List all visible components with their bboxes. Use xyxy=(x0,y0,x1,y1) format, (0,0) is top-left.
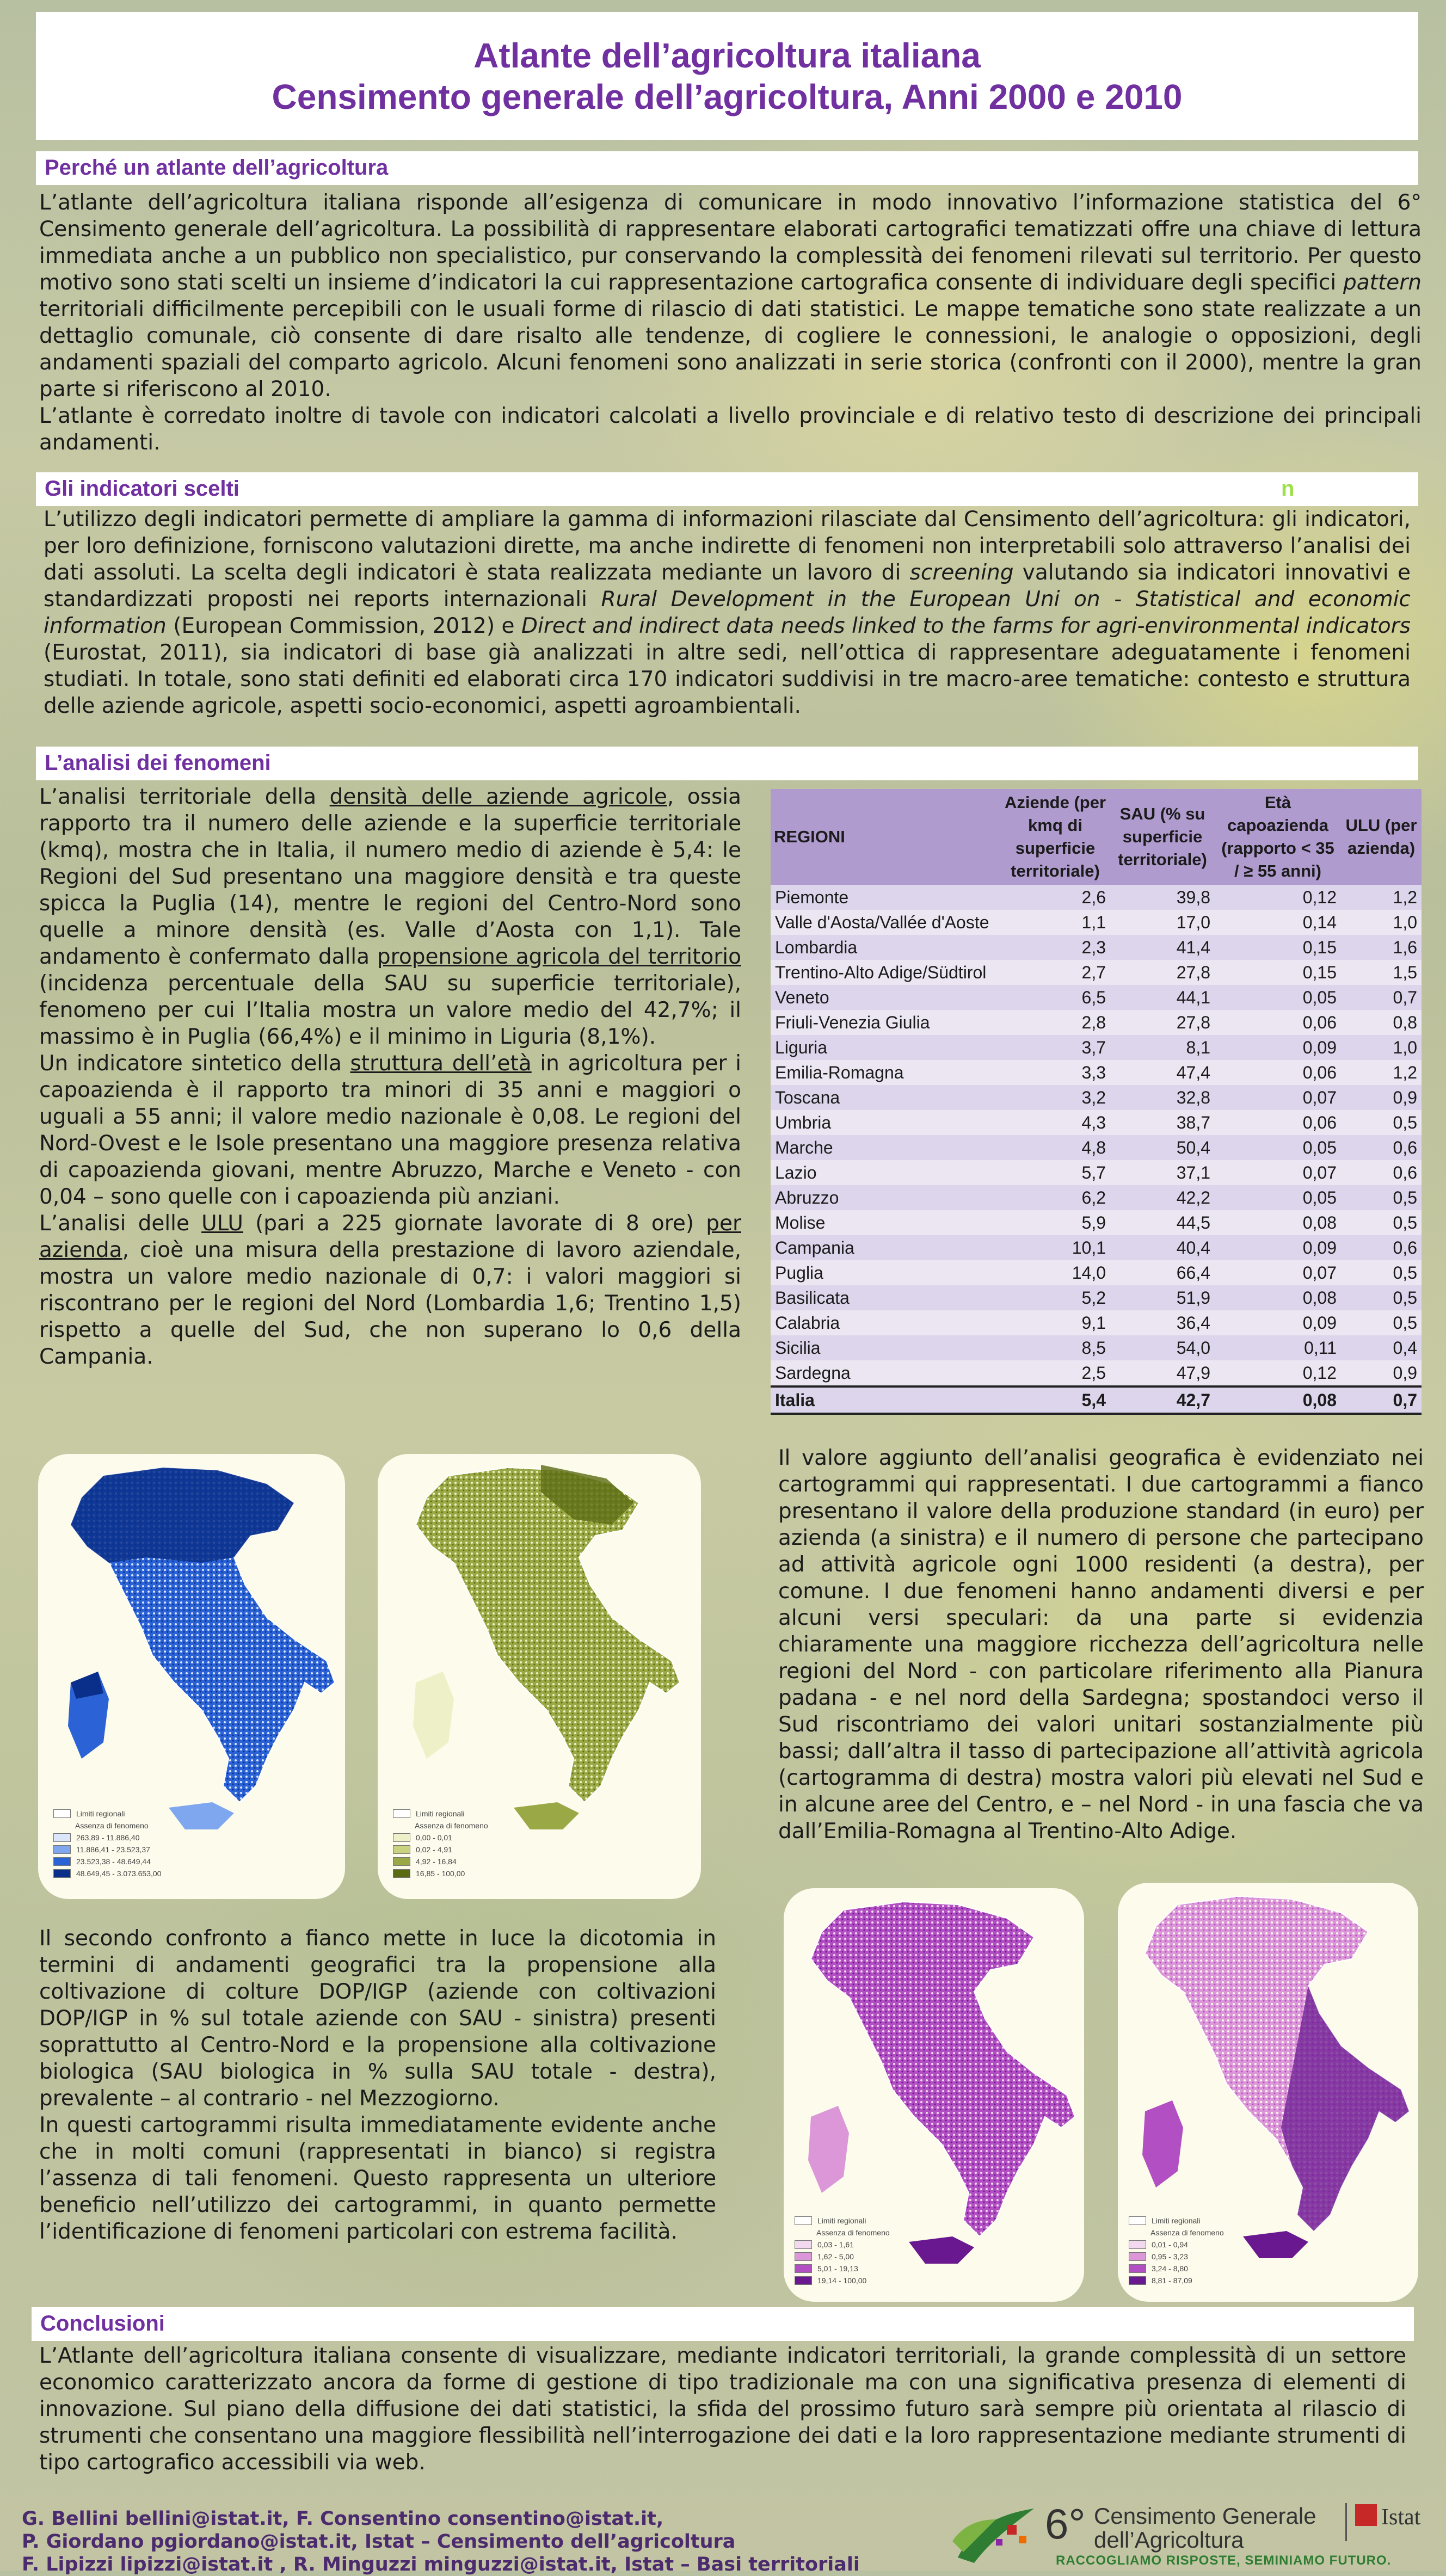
table-cell-value: 10,1 xyxy=(1000,1235,1110,1260)
table-cell-value: 8,5 xyxy=(1000,1335,1110,1360)
table-cell-value: 0,5 xyxy=(1341,1110,1422,1135)
table-cell-value: 37,1 xyxy=(1110,1160,1215,1185)
table-cell-region: Italia xyxy=(771,1386,1000,1414)
table-cell-value: 3,3 xyxy=(1000,1060,1110,1085)
table-cell-value: 2,8 xyxy=(1000,1010,1110,1035)
map2-legend: Limiti regionali Assenza di fenomeno 0,00 - 0,01 0,02 - 4,91 4,92 - 16,84 16,85 - 100,00 xyxy=(393,1808,488,1879)
leaf-logo-icon xyxy=(942,2492,1045,2568)
table-cell-value: 3,7 xyxy=(1000,1035,1110,1060)
table-cell-value: 42,2 xyxy=(1110,1185,1215,1210)
table-cell-value: 51,9 xyxy=(1110,1285,1215,1310)
table-header-ulu: ULU (per azienda) xyxy=(1341,789,1422,885)
table-cell-value: 0,14 xyxy=(1215,910,1341,935)
table-cell-region: Molise xyxy=(771,1210,1000,1235)
table-cell-value: 0,08 xyxy=(1215,1386,1341,1414)
map-card-1 xyxy=(38,1454,345,1899)
logo-number: 6° xyxy=(1045,2500,1086,2548)
analisi-paragraph-ulu: L’analisi delle ULU (pari a 225 giornate lavorate di 8 ore) per azienda, cioè una misura della prestazione di lavoro aziendale, mostra un valore medio nazionale di 0,7: i valori maggiori si riscontrano per le regioni del Nord (Lombardia 1,6; Trentino 1,5) rispetto a quelle del Sud, che non superano lo 0,6 della Campania. xyxy=(39,1211,741,1369)
table-cell-value: 0,08 xyxy=(1215,1285,1341,1310)
table-cell-value: 0,12 xyxy=(1215,885,1341,910)
table-cell-value: 47,9 xyxy=(1110,1360,1215,1386)
map-card-3 xyxy=(784,1888,1084,2302)
table-cell-value: 1,5 xyxy=(1341,960,1422,985)
table-cell-value: 0,5 xyxy=(1341,1285,1422,1310)
table-cell-value: 0,05 xyxy=(1215,1185,1341,1210)
table-cell-region: Toscana xyxy=(771,1085,1000,1110)
table-row xyxy=(771,1060,1422,1085)
table-row xyxy=(771,910,1422,935)
table-cell-value: 40,4 xyxy=(1110,1235,1215,1260)
footer-authors xyxy=(22,2507,860,2576)
table-row xyxy=(771,960,1422,985)
table-cell-value: 2,3 xyxy=(1000,935,1110,960)
table-cell-value: 5,9 xyxy=(1000,1210,1110,1235)
indicatori-paragraph: L’utilizzo degli indicatori permette di ampliare la gamma di informazioni rilasciate dal Censimento dell’agricoltura: gli indicatori, per loro definizione, forniscono valutazioni dirette, ma anche indirette di fenomeni non interpretabili solo attraverso l’analisi dei dati assoluti. La scelta degli indicatori è stata realizzata mediante un lavoro di screening valutando sia indicatori innovativi e standardizzati proposti nei reports internazionali Rural Development in the European Uni on - Statistical and economic information (European Commission, 2012) e Direct and indirect data needs linked to the farms for agri-environmental indicators (Eurostat, 2011), sia indicatori di base già analizzati in altre sedi, nell’ottica di rappresentare adeguatamente i fenomeni studiati. In totale, sono stati definiti ed elaborati circa 170 indicatori suddivisi in tre macro-aree tematiche: contesto e struttura delle aziende agricole, aspetti socio-economici, aspetti agroambientali. xyxy=(44,507,1411,718)
table-cell-value: 0,9 xyxy=(1341,1360,1422,1386)
table-cell-value: 27,8 xyxy=(1110,1010,1215,1035)
table-body xyxy=(771,885,1422,1414)
table-cell-value: 39,8 xyxy=(1110,885,1215,910)
table-cell-value: 44,1 xyxy=(1110,985,1215,1010)
perche-paragraph-2: L’atlante è corredato inoltre di tavole con indicatori calcolati a livello provinciale e di relativo testo di descrizione dei principali andamenti. xyxy=(39,404,1422,455)
table-cell-value: 4,3 xyxy=(1000,1110,1110,1135)
table-cell-value: 0,7 xyxy=(1341,1386,1422,1414)
table-cell-value: 14,0 xyxy=(1000,1260,1110,1285)
table-cell-value: 2,6 xyxy=(1000,885,1110,910)
table-row xyxy=(771,1210,1422,1235)
table-cell-value: 36,4 xyxy=(1110,1310,1215,1335)
table-cell-value: 66,4 xyxy=(1110,1260,1215,1285)
table-cell-region: Puglia xyxy=(771,1260,1000,1285)
table-cell-value: 0,09 xyxy=(1215,1035,1341,1060)
table-header-aziende: Aziende (per kmq di superficie territoriale) xyxy=(1000,789,1110,885)
table-cell-value: 0,05 xyxy=(1215,1135,1341,1160)
analisi-left-text-2 xyxy=(39,1925,716,2245)
table-cell-value: 0,5 xyxy=(1341,1310,1422,1335)
table-cell-region: Piemonte xyxy=(771,885,1000,910)
table-cell-value: 5,2 xyxy=(1000,1285,1110,1310)
table-cell-value: 0,06 xyxy=(1215,1060,1341,1085)
table-cell-value: 0,07 xyxy=(1215,1160,1341,1185)
table-header-regioni: REGIONI xyxy=(771,789,1000,885)
section-heading-analisi: L’analisi dei fenomeni xyxy=(36,747,1418,780)
table-row xyxy=(771,1260,1422,1285)
table-cell-region: Liguria xyxy=(771,1035,1000,1060)
table-cell-value: 1,0 xyxy=(1341,910,1422,935)
map1-legend: Limiti regionali Assenza di fenomeno 263,89 - 11.886,40 11.886,41 - 23.523,37 23.523,38 - 48.649,44 48.649,45 - 3.073.653,00 xyxy=(53,1808,161,1879)
table-cell-value: 0,9 xyxy=(1341,1085,1422,1110)
table-cell-value: 0,07 xyxy=(1215,1260,1341,1285)
table-cell-value: 0,8 xyxy=(1341,1010,1422,1035)
table-cell-value: 4,8 xyxy=(1000,1135,1110,1160)
indicatori-stray-letter: n xyxy=(1281,477,1295,501)
table-header-sau: SAU (% su superficie territoriale) xyxy=(1110,789,1215,885)
table-cell-value: 0,05 xyxy=(1215,985,1341,1010)
table-cell-value: 0,4 xyxy=(1341,1335,1422,1360)
perche-paragraph-1: L’atlante dell’agricoltura italiana risponde all’esigenza di comunicare in modo innovativo l’informazione statistica del 6° Censimento generale dell’agricoltura. La possibilità di rappresentare elaborati cartografici tematizzati offre una chiave di lettura immediata anche a un pubblico non specialistico, pur conservando la complessità dei fenomeni rilevati sul territorio. Per questo motivo sono stati scelti un insieme d’indicatori la cui rappresentazione cartografica consente di individuare degli specifici pattern territoriali difficilmente percepibili con le usuali forme di rilascio di dati statistici. Le mappe tematiche sono state realizzate a un dettaglio comunale, ciò consente di dare risalto alle tendenze, di cogliere le connessioni, le analogie o opposizioni, degli andamenti spaziali del comparto agricolo. Alcuni fenomeni sono analizzati in serie storica (confronti con il 2000), mentre la gran parte si riferiscono al 2010. xyxy=(39,190,1422,402)
table-row-total xyxy=(771,1386,1422,1414)
analisi-paragraph-cartogrammi: Il valore aggiunto dell’analisi geografica è evidenziato nei cartogrammi qui rappresentati. I due cartogrammi a fianco presentano il valore della produzione standard (in euro) per azienda (a sinistra) e il numero di persone che partecipano ad attività agricole ogni 1000 residenti (a destra), per comune. I due fenomeni hanno andamenti diversi e per alcuni versi speculari: da una parte si evidenzia chiaramente una maggiore ricchezza dell’agricoltura nelle regioni del Nord - con particolare riferimento alla Pianura padana - e nel nord della Sardegna; spostandoci verso il Sud riscontriamo dei valori unitari sostanzialmente più bassi; dall’altra il tasso di partecipazione all’attività agricola (cartogramma di destra) mostra valori più elevati nel Sud e in alcune aree del Centro, e – nel Nord - in una fascia che va dall’Emilia-Romagna al Trentino-Alto Adige. xyxy=(778,1446,1424,1844)
section-indicatori-body xyxy=(44,506,1411,745)
table-cell-value: 41,4 xyxy=(1110,935,1215,960)
table-cell-region: Sardegna xyxy=(771,1360,1000,1386)
map-card-4 xyxy=(1118,1883,1418,2302)
table-cell-value: 0,08 xyxy=(1215,1210,1341,1235)
map-card-2 xyxy=(378,1454,701,1899)
logo-divider xyxy=(1345,2503,1347,2541)
table-cell-value: 6,5 xyxy=(1000,985,1110,1010)
table-cell-value: 3,2 xyxy=(1000,1085,1110,1110)
logo-line-2: dell’Agricoltura xyxy=(1094,2527,1244,2553)
table-row xyxy=(771,1360,1422,1386)
table-row xyxy=(771,935,1422,960)
table-row xyxy=(771,1010,1422,1035)
istat-mark-icon xyxy=(1355,2504,1377,2526)
table-cell-region: Campania xyxy=(771,1235,1000,1260)
authors-line-1: G. Bellini bellini@istat.it, F. Consentino consentino@istat.it, xyxy=(22,2508,664,2530)
table-cell-value: 44,5 xyxy=(1110,1210,1215,1235)
table-cell-value: 1,0 xyxy=(1341,1035,1422,1060)
table-row xyxy=(771,1135,1422,1160)
table-cell-value: 0,06 xyxy=(1215,1010,1341,1035)
table-cell-value: 47,4 xyxy=(1110,1060,1215,1085)
analisi-paragraph-densita: L’analisi territoriale della densità delle aziende agricole, ossia rapporto tra il numero delle aziende e la superficie territoriale (kmq), mostra che in Italia, il numero medio di aziende è 5,4: le Regioni del Sud presentano una maggiore densità e tra queste spicca la Puglia (14), mentre le regioni del Centro-Nord sono quelle a minore densità (es. Valle d’Aosta con 1,1). Tale andamento è confermato dalla propensione agricola del territorio (incidenza percentuale della SAU su superficie territoriale), fenomeno per cui l’Italia mostra un valore medio del 42,7%; il massimo è in Puglia (66,4%) e il minimo in Liguria (8,1%). xyxy=(39,785,741,1049)
table-cell-region: Lombardia xyxy=(771,935,1000,960)
table-cell-value: 9,1 xyxy=(1000,1310,1110,1335)
table-cell-region: Lazio xyxy=(771,1160,1000,1185)
table-cell-value: 0,09 xyxy=(1215,1235,1341,1260)
table-cell-value: 0,09 xyxy=(1215,1310,1341,1335)
section-heading-indicatori xyxy=(36,472,1418,506)
title-banner xyxy=(36,12,1418,140)
table-cell-region: Sicilia xyxy=(771,1335,1000,1360)
table-cell-region: Marche xyxy=(771,1135,1000,1160)
table-cell-value: 2,7 xyxy=(1000,960,1110,985)
istat-logo-text: Istat xyxy=(1381,2505,1421,2530)
table-cell-value: 0,11 xyxy=(1215,1335,1341,1360)
authors-line-3: F. Lipizzi lipizzi@istat.it , R. Minguzzi minguzzi@istat.it, Istat – Basi territoriali xyxy=(22,2554,860,2575)
table-cell-value: 0,15 xyxy=(1215,935,1341,960)
table-cell-region: Abruzzo xyxy=(771,1185,1000,1210)
map4-legend: Limiti regionali Assenza di fenomeno 0,01 - 0,94 0,95 - 3,23 3,24 - 8,80 8,81 - 87,09 xyxy=(1129,2215,1224,2287)
table-cell-value: 1,6 xyxy=(1341,935,1422,960)
table-cell-value: 2,5 xyxy=(1000,1360,1110,1386)
analisi-left-text xyxy=(39,784,741,1370)
table-cell-region: Valle d'Aosta/Vallée d'Aoste xyxy=(771,910,1000,935)
table-row xyxy=(771,1185,1422,1210)
section-heading-perche: Perché un atlante dell’agricoltura xyxy=(36,151,1418,185)
table-cell-region: Veneto xyxy=(771,985,1000,1010)
table-cell-value: 0,12 xyxy=(1215,1360,1341,1386)
table-cell-value: 0,5 xyxy=(1341,1210,1422,1235)
section-perche-body xyxy=(39,189,1422,456)
table-cell-value: 0,15 xyxy=(1215,960,1341,985)
section-conclusioni-body xyxy=(39,2343,1406,2476)
table-cell-region: Basilicata xyxy=(771,1285,1000,1310)
table-cell-value: 54,0 xyxy=(1110,1335,1215,1360)
table-cell-value: 5,4 xyxy=(1000,1386,1110,1414)
table-cell-value: 0,7 xyxy=(1341,985,1422,1010)
title-line-2: Censimento generale dell’agricoltura, Anni 2000 e 2010 xyxy=(272,77,1183,116)
table-cell-value: 5,7 xyxy=(1000,1160,1110,1185)
table-row xyxy=(771,1110,1422,1135)
table-cell-value: 0,5 xyxy=(1341,1260,1422,1285)
analisi-paragraph-eta: Un indicatore sintetico della struttura dell’età in agricoltura per i capoazienda è il rapporto tra minori di 35 anni e maggiori o uguali a 55 anni; il valore medio nazionale è 0,08. Le regioni del Nord-Ovest e le Isole presentano una maggiore presenza relativa di capoazienda giovani, mentre Abruzzo, Marche e Veneto - con 0,04 – sono quelle con i capoazienda più anziani. xyxy=(39,1051,741,1209)
table-cell-region: Umbria xyxy=(771,1110,1000,1135)
table-cell-value: 1,1 xyxy=(1000,910,1110,935)
indicatori-heading-text: Gli indicatori scelti xyxy=(45,477,239,501)
table-cell-value: 0,5 xyxy=(1341,1185,1422,1210)
table-cell-value: 1,2 xyxy=(1341,885,1422,910)
table-cell-value: 32,8 xyxy=(1110,1085,1215,1110)
indicators-table-container xyxy=(771,789,1422,1415)
table-row xyxy=(771,985,1422,1010)
table-row xyxy=(771,1035,1422,1060)
table-cell-value: 6,2 xyxy=(1000,1185,1110,1210)
table-row xyxy=(771,1335,1422,1360)
table-cell-value: 0,6 xyxy=(1341,1135,1422,1160)
title-line-1: Atlante dell’agricoltura italiana xyxy=(473,36,981,75)
census-logo xyxy=(942,2492,1431,2568)
table-cell-region: Calabria xyxy=(771,1310,1000,1335)
table-header-eta: Età capoazienda (rapporto < 35 / ≥ 55 anni) xyxy=(1215,789,1341,885)
logo-line-1: Censimento Generale xyxy=(1094,2503,1316,2529)
table-cell-value: 0,07 xyxy=(1215,1085,1341,1110)
table-cell-value: 42,7 xyxy=(1110,1386,1215,1414)
table-cell-value: 1,2 xyxy=(1341,1060,1422,1085)
table-cell-region: Emilia-Romagna xyxy=(771,1060,1000,1085)
section-heading-conclusioni: Conclusioni xyxy=(32,2307,1414,2341)
table-row xyxy=(771,885,1422,910)
map3-legend: Limiti regionali Assenza di fenomeno 0,03 - 1,61 1,62 - 5,00 5,01 - 19,13 19,14 - 100,00 xyxy=(795,2215,890,2287)
table-cell-region: Friuli-Venezia Giulia xyxy=(771,1010,1000,1035)
table-header-row xyxy=(771,789,1422,885)
analisi-paragraph-assenza: In questi cartogrammi risulta immediatamente evidente anche che in molti comuni (rappresentati in bianco) si registra l’assenza di tali fenomeni. Questo rappresenta un ulteriore beneficio nell’utilizzo dei cartogrammi, in quanto permette l’identificazione di fenomeni particolari con estrema facilità. xyxy=(39,2113,716,2244)
table-row xyxy=(771,1310,1422,1335)
table-cell-region: Trentino-Alto Adige/Südtirol xyxy=(771,960,1000,985)
authors-line-2: P. Giordano pgiordano@istat.it, Istat – Censimento dell’agricoltura xyxy=(22,2531,736,2553)
table-row xyxy=(771,1235,1422,1260)
table-cell-value: 0,6 xyxy=(1341,1160,1422,1185)
table-row xyxy=(771,1160,1422,1185)
table-row xyxy=(771,1085,1422,1110)
analisi-right-text xyxy=(778,1445,1424,1845)
conclusioni-paragraph: L’Atlante dell’agricoltura italiana consente di visualizzare, mediante indicatori territoriali, la grande complessità di un settore economico caratterizzato ancora da forme di gestione di tipo tradizionale ma con una significativa presenza di elementi di innovazione. Sul piano della diffusione dei dati statistici, la sfida del prossimo futuro sarà sempre più orientata al rilascio di strumenti che consentano una maggiore flessibilità nell’interrogazione dei dati e la loro rappresentazione mediante strumenti di tipo cartografico accessibili via web. xyxy=(39,2344,1406,2475)
analisi-paragraph-dop: Il secondo confronto a fianco mette in luce la dicotomia in termini di andamenti geografici tra la propensione alla coltivazione di colture DOP/IGP (aziende con coltivazioni DOP/IGP in % sul totale aziende con SAU - sinistra) presenti soprattutto al Centro-Nord e la propensione alla coltivazione biologica (SAU biologica in % sulla SAU totale - destra), prevalente – al contrario - nel Mezzogiorno. xyxy=(39,1926,716,2111)
logo-slogan: RACCOGLIAMO RISPOSTE, SEMINIAMO FUTURO. xyxy=(1056,2553,1392,2568)
logo-title xyxy=(1094,2504,1316,2552)
table-cell-value: 8,1 xyxy=(1110,1035,1215,1060)
table-cell-value: 0,06 xyxy=(1215,1110,1341,1135)
table-cell-value: 27,8 xyxy=(1110,960,1215,985)
table-cell-value: 17,0 xyxy=(1110,910,1215,935)
table-row xyxy=(771,1285,1422,1310)
table-cell-value: 0,6 xyxy=(1341,1235,1422,1260)
table-cell-value: 50,4 xyxy=(1110,1135,1215,1160)
indicators-table xyxy=(771,789,1422,1415)
table-cell-value: 38,7 xyxy=(1110,1110,1215,1135)
